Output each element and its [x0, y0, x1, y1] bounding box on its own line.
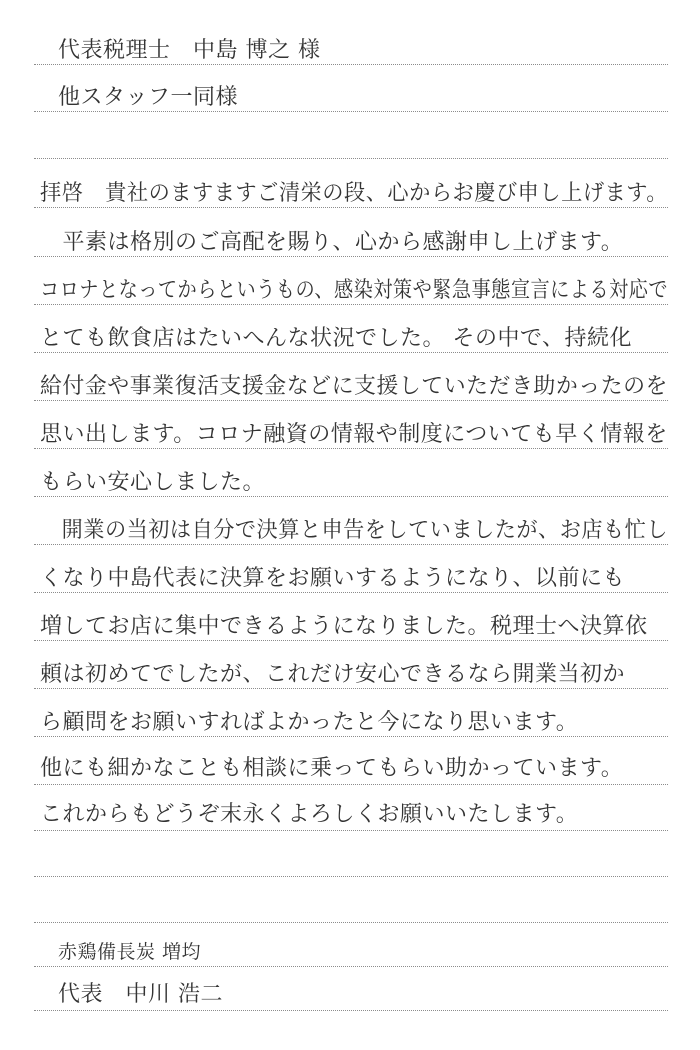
ruled-line: [34, 448, 668, 449]
body-line: [40, 614, 648, 640]
letter-text: 平素は格別のご高配を賜り、心から感謝申し上げます。: [40, 230, 624, 255]
closing-line: これからもどうぞ末永くよろしくお願いいたします。: [40, 802, 579, 827]
ruled-line: [34, 784, 668, 785]
signature-line: [58, 982, 223, 1008]
body-line: [40, 802, 578, 828]
letter-text: とても飲食店はたいへんな状況でした。 その中で、持続化: [40, 326, 633, 351]
body-line: [40, 374, 670, 400]
ruled-line: [34, 640, 668, 641]
greeting-line: 拝啓 貴社のますますご清栄の段、心からお慶び申し上げます。: [40, 181, 668, 206]
letter-text: 思い出します。コロナ融資の情報や制度についても早く情報を: [40, 422, 668, 447]
body-line: [40, 181, 691, 207]
letter-text: 開業の当初は自分で決算と申告をしていましたが、お店も忙し: [40, 518, 668, 543]
ruled-line: [34, 830, 668, 831]
signature-representative: 代表 中川 浩二: [58, 982, 223, 1007]
ruled-line: [34, 736, 668, 737]
ruled-line: [34, 207, 668, 208]
body-line: [40, 710, 578, 736]
addressee-line: [58, 85, 238, 111]
ruled-line: [34, 64, 668, 65]
letter-text: 他にも細かなことも相談に乗ってもらい助かっています。: [40, 756, 624, 781]
addressee-name: 代表税理士 中島 博之 様: [58, 38, 321, 63]
ruled-line: [34, 304, 668, 305]
addressee-line: [58, 38, 321, 64]
body-line: [40, 756, 623, 782]
body-line: [40, 518, 693, 544]
letter-text: 給付金や事業復活支援金などに支援していただき助かったのを: [40, 374, 668, 399]
ruled-line: [34, 496, 668, 497]
letter-text: 頼は初めてでしたが、これだけ安心できるなら開業当初か: [40, 662, 626, 687]
body-line: [40, 662, 625, 688]
letter-text: ら顧問をお願いすればよかったと今になり思います。: [40, 710, 579, 735]
body-line: [40, 470, 265, 496]
addressee-staff: 他スタッフ一同様: [58, 85, 239, 110]
ruled-line: [34, 592, 668, 593]
body-line: [40, 326, 632, 352]
letter-text: くなり中島代表に決算をお願いするようになり、以前にも: [40, 566, 626, 591]
signature-line: [58, 939, 201, 965]
letter-text: 増してお店に集中できるようになりました。税理士へ決算依: [40, 614, 648, 639]
body-line: [40, 566, 625, 592]
ruled-line: [34, 256, 668, 257]
ruled-line: [34, 922, 668, 923]
ruled-line: [34, 1010, 668, 1011]
ruled-line: [34, 158, 668, 159]
body-line: [40, 278, 700, 304]
letter-text: もらい安心しました。: [40, 470, 266, 495]
ruled-line: [34, 876, 668, 877]
ruled-line: [34, 688, 668, 689]
ruled-line: [34, 966, 668, 967]
ruled-line: [34, 352, 668, 353]
signature-shop: 赤鶏備長炭 増均: [58, 941, 202, 963]
body-line: [40, 422, 668, 448]
ruled-line: [34, 544, 668, 545]
ruled-line: [34, 400, 668, 401]
letter-text: コロナとなってからというもの、感染対策や緊急事態宣言による対応で: [40, 278, 669, 303]
body-line: [40, 230, 623, 256]
ruled-line: [34, 111, 668, 112]
